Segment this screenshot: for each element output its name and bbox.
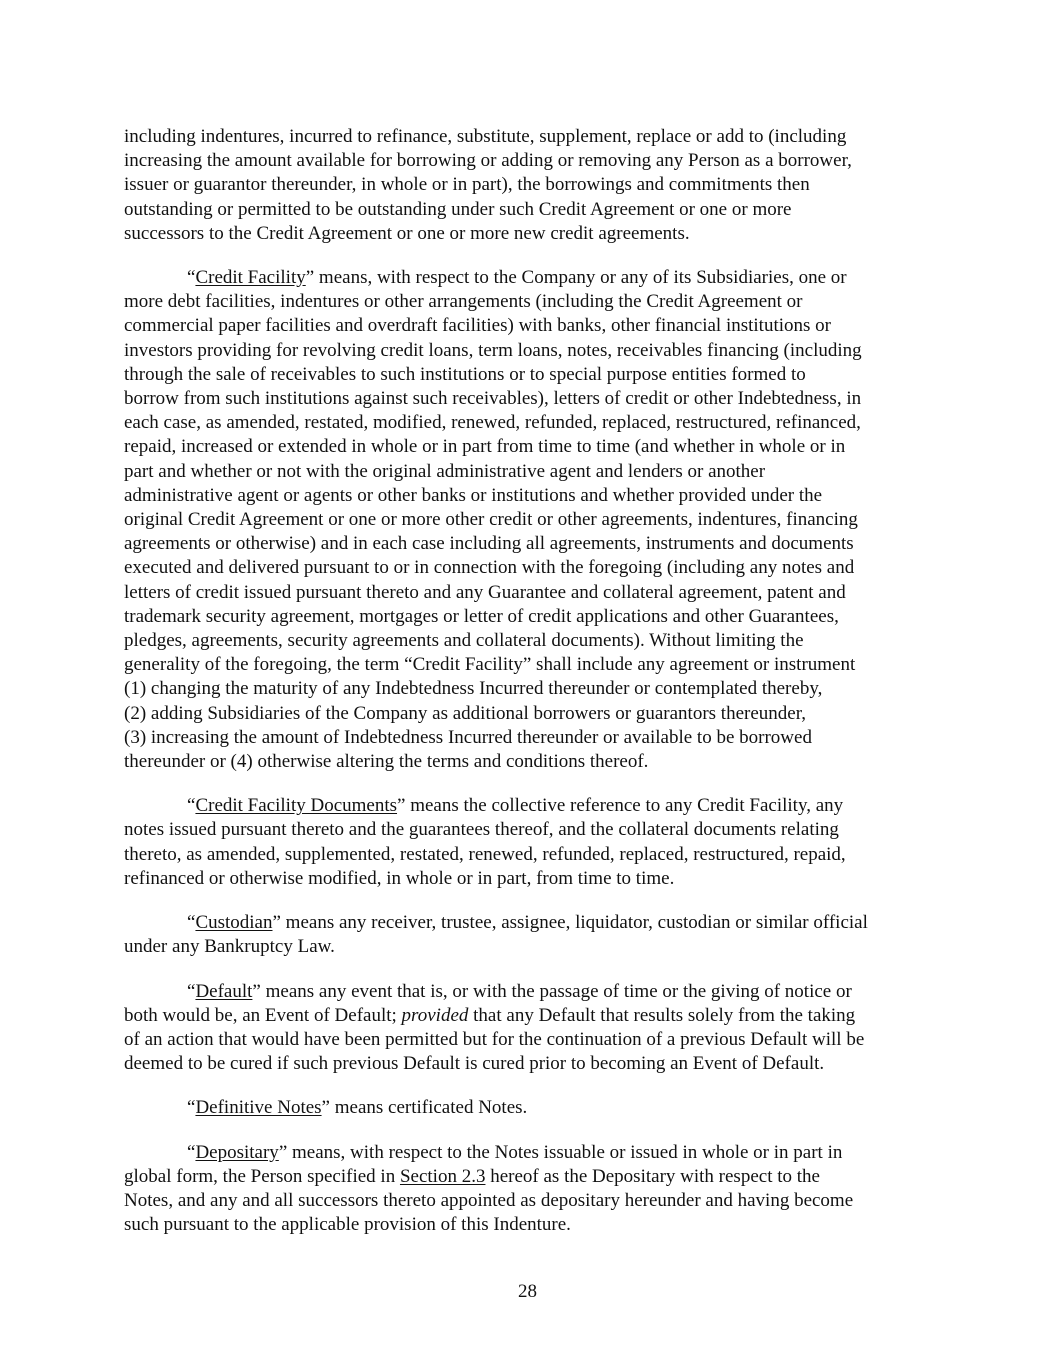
text-line: notes issued pursuant thereto and the guarantees thereof, and the collateral documents relating <box>124 819 839 841</box>
open-quote: “ <box>187 1141 196 1163</box>
page-number: 28 <box>518 1281 537 1302</box>
text-line <box>124 1165 934 1189</box>
italic-provided: provided <box>401 1004 469 1026</box>
text-line: successors to the Credit Agreement or one or more new credit agreements. <box>124 222 690 244</box>
text-line <box>124 1004 934 1028</box>
definition-default <box>124 980 934 1077</box>
text-line: such pursuant to the applicable provision of this Indenture. <box>124 1214 571 1236</box>
text-line: (2) adding Subsidiaries of the Company as additional borrowers or guarantors thereunder, <box>124 702 807 724</box>
text-line: thereto, as amended, supplemented, restated, renewed, refunded, replaced, restructured, repaid, <box>124 843 846 865</box>
text-line: letters of credit issued pursuant thereto and any Guarantee and collateral agreement, patent and <box>124 581 846 603</box>
text-segment: hereof as the Depositary with respect to the <box>485 1165 820 1187</box>
text-line: trademark security agreement, mortgages or letter of credit applications and other Guarantees, <box>124 605 839 627</box>
definition-first-line <box>124 911 934 935</box>
document-body <box>124 125 934 1257</box>
definition-text: ” means, with respect to the Notes issuable or issued in whole or in part in <box>278 1141 843 1163</box>
definition-first-line <box>124 266 934 290</box>
text-line: (1) changing the maturity of any Indebtedness Incurred thereunder or contemplated thereby, <box>124 678 823 700</box>
defined-term-depositary: Depositary <box>195 1141 279 1163</box>
text-line: of an action that would have been permitted but for the continuation of a previous Default will be <box>124 1028 865 1050</box>
definition-first-line <box>124 1096 934 1120</box>
definition-first-line <box>124 980 934 1004</box>
text-line: commercial paper facilities and overdraft facilities) with banks, other financial institutions or <box>124 315 831 337</box>
text-line: each case, as amended, restated, modified, renewed, refunded, replaced, restructured, refinanced, <box>124 412 861 434</box>
text-line: increasing the amount available for borrowing or adding or removing any Person as a borrower, <box>124 150 852 172</box>
definition-text: ” means, with respect to the Company or any of its Subsidiaries, one or <box>305 267 847 289</box>
text-line: borrow from such institutions against such receivables), letters of credit or other Indebtedness, in <box>124 388 862 410</box>
text-line: original Credit Agreement or one or more other credit or other agreements, indentures, financing <box>124 509 858 531</box>
paragraph-credit-agreement-continued <box>124 125 934 246</box>
open-quote: “ <box>187 267 196 289</box>
definition-text: ” means the collective reference to any Credit Facility, any <box>397 795 844 817</box>
open-quote: “ <box>187 912 196 934</box>
text-line: under any Bankruptcy Law. <box>124 936 335 958</box>
text-line: part and whether or not with the original administrative agent and lenders or another <box>124 460 766 482</box>
text-segment: global form, the Person specified in <box>124 1165 400 1187</box>
definition-custodian <box>124 911 934 959</box>
text-line: agreements or otherwise) and in each case including all agreements, instruments and documents <box>124 533 854 555</box>
open-quote: “ <box>187 1097 196 1119</box>
text-line: executed and delivered pursuant to or in connection with the foregoing (including any notes and <box>124 557 855 579</box>
defined-term-default: Default <box>195 980 253 1002</box>
text-line: outstanding or permitted to be outstanding under such Credit Agreement or one or more <box>124 198 792 220</box>
text-line: refinanced or otherwise modified, in whole or in part, from time to time. <box>124 867 675 889</box>
section-reference-link[interactable]: Section 2.3 <box>399 1165 486 1187</box>
text-line: thereunder or (4) otherwise altering the terms and conditions thereof. <box>124 751 649 773</box>
text-line: through the sale of receivables to such institutions or to special purpose entities formed to <box>124 363 806 385</box>
text-line: repaid, increased or extended in whole or in part from time to time (and whether in whole or in <box>124 436 846 458</box>
text-line: issuer or guarantor thereunder, in whole or in part), the borrowings and commitments then <box>124 174 810 196</box>
definition-text: ” means any event that is, or with the passage of time or the giving of notice or <box>252 980 852 1002</box>
text-line: deemed to be cured if such previous Default is cured prior to becoming an Event of Default. <box>124 1053 825 1075</box>
definition-credit-facility-documents <box>124 794 934 891</box>
defined-term-definitive-notes: Definitive Notes <box>195 1097 322 1119</box>
text-segment: both would be, an Event of Default; <box>124 1004 402 1026</box>
defined-term-custodian: Custodian <box>195 912 273 934</box>
defined-term-credit-facility-documents: Credit Facility Documents <box>195 795 398 817</box>
text-line: more debt facilities, indentures or other arrangements (including the Credit Agreement or <box>124 291 803 313</box>
definition-text: ” means any receiver, trustee, assignee, liquidator, custodian or similar official <box>272 912 868 934</box>
text-line: Notes, and any and all successors thereto appointed as depositary hereunder and having become <box>124 1189 854 1211</box>
text-line: administrative agent or agents or other banks or institutions and whether provided under the <box>124 484 823 506</box>
open-quote: “ <box>187 795 196 817</box>
defined-term-credit-facility: Credit Facility <box>195 267 306 289</box>
definition-credit-facility <box>124 266 934 774</box>
open-quote: “ <box>187 980 196 1002</box>
text-line: investors providing for revolving credit loans, term loans, notes, receivables financing (including <box>124 339 862 361</box>
text-line: (3) increasing the amount of Indebtedness Incurred thereunder or available to be borrowed <box>124 726 812 748</box>
text-line: including indentures, incurred to refinance, substitute, supplement, replace or add to (including <box>124 126 847 147</box>
definition-depositary <box>124 1141 934 1238</box>
definition-first-line <box>124 1141 934 1165</box>
definition-first-line <box>124 794 934 818</box>
definition-text: ” means certificated Notes. <box>321 1097 528 1119</box>
text-line: pledges, agreements, security agreements and collateral documents). Without limiting the <box>124 630 804 652</box>
text-segment: that any Default that results solely from the taking <box>468 1004 856 1026</box>
definition-definitive-notes <box>124 1096 934 1120</box>
text-line: generality of the foregoing, the term “Credit Facility” shall include any agreement or instrument <box>124 654 856 676</box>
